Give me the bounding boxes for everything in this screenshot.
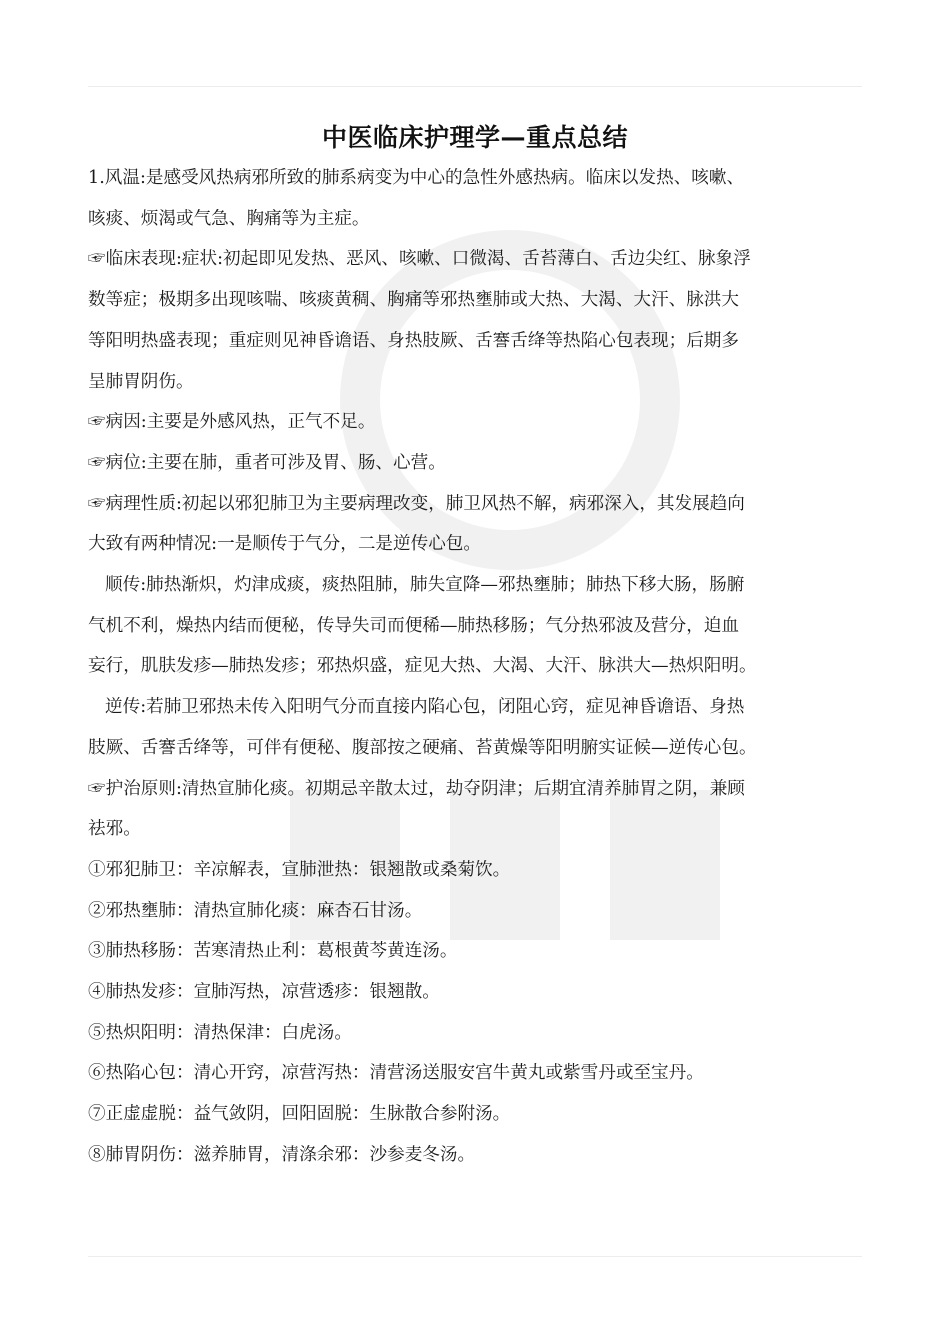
- paragraph-line: 数等症；极期多出现咳喘、咳痰黄稠、胸痛等邪热壅肺或大热、大渴、大汗、脉洪大: [88, 290, 739, 311]
- paragraph-line: 1.风温:是感受风热病邪所致的肺系病变为中心的急性外感热病。临床以发热、咳嗽、: [88, 168, 745, 188]
- paragraph-line: 顺传:肺热渐炽，灼津成痰，痰热阻肺，肺失宣降—邪热壅肺；肺热下移大肠，肠腑: [105, 575, 745, 596]
- list-item: ⑤热炽阳明：清热保津：白虎汤。: [88, 1022, 352, 1043]
- list-item: ③肺热移肠：苦寒清热止利：葛根黄芩黄连汤。: [88, 941, 458, 962]
- list-item: ⑧肺胃阴伤：滋养肺胃，清涤余邪：沙参麦冬汤。: [88, 1144, 476, 1165]
- paragraph-line: 祛邪。: [88, 819, 141, 840]
- list-item: ④肺热发疹：宣肺泻热，凉营透疹：银翘散。: [88, 982, 440, 1003]
- paragraph-line: 呈肺胃阴伤。: [88, 371, 194, 392]
- paragraph-line: 等阳明热盛表现；重症则见神昏谵语、身热肢厥、舌謇舌绛等热陷心包表现；后期多: [88, 330, 739, 351]
- top-rule: [88, 86, 862, 87]
- page-title: 中医临床护理学—重点总结: [321, 123, 628, 152]
- list-item: ⑦正虚虚脱：益气敛阴，回阳固脱：生脉散合参附汤。: [88, 1104, 511, 1125]
- paragraph-line: 妄行，肌肤发疹—肺热发疹；邪热炽盛，症见大热、大渴、大汗、脉洪大—热炽阳明。: [88, 656, 757, 677]
- list-item: ②邪热壅肺：清热宣肺化痰：麻杏石甘汤。: [88, 900, 423, 921]
- paragraph-line: 肢厥、舌謇舌绛等，可伴有便秘、腹部按之硬痛、苔黄燥等阳明腑实证候—逆传心包。: [88, 737, 757, 758]
- paragraph-line: 逆传:若肺卫邪热未传入阳明气分而直接内陷心包，闭阻心窍，症见神昏谵语、身热: [105, 697, 745, 718]
- paragraph-line: ☞病位:主要在肺，重者可涉及胃、肠、心营。: [88, 452, 446, 473]
- paragraph-line: ☞护治原则:清热宣肺化痰。初期忌辛散太过，劫夺阴津；后期宜清养肺胃之阴，兼顾: [88, 778, 745, 799]
- list-item: ⑥热陷心包：清心开窍，凉营泻热：清营汤送服安宫牛黄丸或紫雪丹或至宝丹。: [88, 1063, 704, 1084]
- paragraph-line: 气机不利，燥热内结而便秘，传导失司而便稀—肺热移肠；气分热邪波及营分，迫血: [88, 615, 739, 636]
- bottom-rule: [88, 1256, 862, 1257]
- paragraph-line: 大致有两种情况:一是顺传于气分，二是逆传心包。: [88, 534, 481, 555]
- paragraph-line: 咳痰、烦渴或气急、胸痛等为主症。: [88, 208, 370, 229]
- list-item: ①邪犯肺卫：辛凉解表，宣肺泄热：银翘散或桑菊饮。: [88, 859, 511, 880]
- paragraph-line: ☞病因:主要是外感风热，正气不足。: [88, 412, 376, 433]
- paragraph-line: ☞临床表现:症状:初起即见发热、恶风、咳嗽、口微渴、舌苔薄白、舌边尖红、脉象浮: [88, 249, 751, 270]
- paragraph-line: ☞病理性质:初起以邪犯肺卫为主要病理改变，肺卫风热不解，病邪深入，其发展趋向: [88, 493, 745, 514]
- document-body: [88, 158, 878, 1176]
